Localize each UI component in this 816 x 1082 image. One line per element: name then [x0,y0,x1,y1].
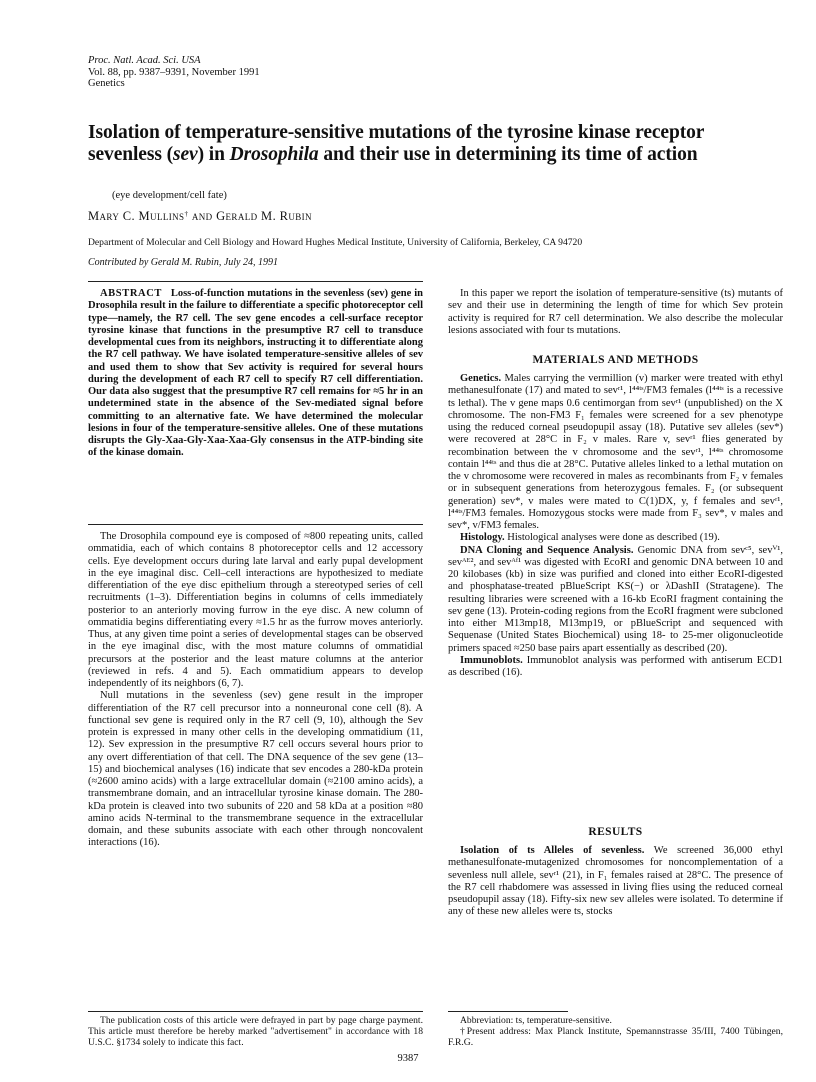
journal-name: Proc. Natl. Acad. Sci. USA [88,55,201,66]
contributed-by: Contributed by Gerald M. Rubin, July 24, 1991 [88,257,278,268]
methods-body [448,373,783,679]
author-line: Mary C. Mullins† and Gerald M. Rubin [88,209,312,223]
author-2: Gerald M. Rubin [216,209,312,223]
right-intro [448,288,783,337]
results-body [448,845,783,919]
abstract [88,288,423,460]
publication-costs-note: The publication costs of this article were defrayed in part by page charge payment. This article must therefore be hereby marked "advertisement" in accordance with 18 U.S.C. §1734 solely to indicate this fact. [88,1015,423,1048]
intro-paragraph-2: Null mutations in the sevenless (sev) gene result in the improper differentiation of the R7 cell precursor into a nonneuronal cone cell (8). A functional sev gene is required only in the R7 cell (9, 10), although the Sev protein is expressed in many other cells in the developing ommatidium (11, 12). Sev expression in the presumptive R7 cell occurs several hours prior to any overt differentiation of that cell. The DNA sequence of the sev gene (13–15) and biochemical analyses (16) indicate that sev encodes a 280-kDa protein (≈2600 amino acids) with a large extracellular domain (≈2100 amino acids), a transmembrane domain, and an intracellular tyrosine kinase domain. The 280-kDa protein is cleaved into two subunits of 220 and 58 kDa at a position ≈80 amino acids N-terminal to the transmembrane sequence in the extracellular domain, and these subunits associate with each other through noncovalent interactions (16). [88,690,423,849]
histology-paragraph: Histology. Histological analyses were done as described (19). [460,532,720,544]
abbreviation-note: Abbreviation: ts, temperature-sensitive. [460,1015,612,1026]
abstract-bottom-rule [88,524,423,525]
isolation-paragraph: Isolation of ts Alleles of sevenless. We screened 36,000 ethyl methanesulfonate-mutagenized chromosomes for noncomplementation of a sevenless null allele, sevʳ¹ (21), in F₁ females raised at 28°C. The presence of the R7 cell rhabdomere was assessed in living flies using the reduced corneal pseudopupil assay (18). Fifty-six new sev alleles were isolated. To determine if any of these new alleles were ts, stocks [448,845,784,918]
results-heading: RESULTS [588,826,643,838]
dna-paragraph: DNA Cloning and Sequence Analysis. Genomic DNA from sevᶜ⁵, sevⱽ¹, sevᴬᴱ², and sevᴬᶠ¹ was digested with EcoRI and genomic DNA between 10 and 20 kilobases (kb) in size was purified and cloned into either EcoRI-digested and phosphatase-treated pBlueScript KS(−) or λDashII (Stratagene). The resulting libraries were screened with a 16-kb EcoRI fragment containing the sev gene (13). Protein-coding regions from the EcoRI fragment were subcloned into either M13mp18, M13mp19, or pBlueScript and sequenced with Sequenase (United States Biochemical) using 18- to 25-mer oligonucleotide primers spaced ≈250 base pairs apart essentially as described (20). [448,544,783,654]
abstract-text: Loss-of-function mutations in the sevenless (sev) gene in Drosophila result in the failure to differentiate a specific photoreceptor cell type—namely, the R7 cell. The sev gene encodes a cell-surface receptor tyrosine kinase that functions in the presumptive R7 cell to transduce developmental cues from its neighbors, instructing it to differentiate along the R7 cell pathway. We have isolated temperature-sensitive alleles of sev and used them to show that Sev activity is required for several hours during the development of each R7 cell to specify R7 cell differentiation. Our data also suggest that the presumptive R7 cell remains for ≈5 hr in an undetermined state in the absence of the Sev-mediated signal before committing to an alternative fate. We have determined the molecular lesions in four of the temperature-sensitive alleles. One of these mutations disrupts the Gly-Xaa-Gly-Xaa-Xaa-Gly consensus in the ATP-binding site of the kinase domain. [88,288,423,459]
present-address-note: †Present address: Max Planck Institute, Spemannstrasse 35/III, 7400 Tübingen, F.R.G. [448,1026,783,1048]
footnote-rule-right [448,1011,568,1012]
volume-line: Vol. 88, pp. 9387–9391, November 1991 [88,66,260,78]
keywords: (eye development/cell fate) [112,190,227,201]
abstract-top-rule [88,281,423,282]
right-intro-paragraph: In this paper we report the isolation of temperature-sensitive (ts) mutants of sev and their use in determining the length of time for which Sev protein activity is required for R7 cell determination. We also describe the molecular lesions associated with four ts mutations. [448,288,783,336]
abstract-label: ABSTRACT [100,288,162,299]
immunoblots-paragraph: Immunoblots. Immunoblot analysis was performed with antiserum ECD1 as described (16). [448,654,783,678]
footnote-rule-left [88,1011,423,1012]
page-number: 9387 [397,1053,419,1064]
methods-heading: MATERIALS AND METHODS [532,354,699,366]
genetics-paragraph: Genetics. Males carrying the vermillion (v) marker were treated with ethyl methanesulfonate (17) and mated to sevʳ¹, l⁴⁴ᵗˢ/FM3 females (l⁴⁴ᵗˢ is a recessive ts lethal). The v gene maps 0.6 centimorgan from sevʳ¹ (unpublished) on the X chromosome. The non-FM3 F₁ females were screened for a sev phenotype using the reduced corneal pseudopupil assay (18). Putative sev alleles (sev*) were recovered at 28°C in F₂ v males. Rare v, sevʳ¹ flies generated by recombination between the v chromosome and the sevʳ¹, l⁴⁴ᵗˢ chromosome contain l⁴⁴ᵗˢ and thus die at 28°C. Putative alleles linked to a lethal mutation on the v chromosome were recovered in males as recombinants from F₂ v females or in subsequent generations from heterozygous females. F₂ (or subsequent generation) sev*, v males were mated to C(1)DX, y, f females and sevʳ¹, l⁴⁴ᵗˢ/FM3 females. Homozygous stocks were made from F₃ sev*, v males and sev*, v/FM3 females. [448,373,783,531]
journal-header [88,55,260,90]
right-footnotes [448,1015,783,1048]
section-name: Genetics [88,78,125,89]
paper-title: Isolation of temperature-sensitive mutations of the tyrosine kinase receptor sevenless (sev) in Drosophila and their use in determining its time of action [88,122,704,165]
introduction [88,531,423,850]
intro-paragraph-1: The Drosophila compound eye is composed of ≈800 repeating units, called ommatidia, each of which contains 8 photoreceptor cells and 12 accessory cells. Eye development occurs during late larval and early pupal development in the eye imaginal disc. Cell–cell interactions are hypothesized to mediate differentiation of the eye disc epithelium through a stereotyped series of cell recruitments (1–3). Differentiation begins in columns of cells immediately posterior to an anteriorly moving furrow in the eye disc. A new column of ommatidia begins differentiating every ≈1.5 hr as the furrow moves anteriorly. Thus, at any given time point a series of developmental stages can be observed in the eye imaginal disc, with the most mature columns of ommatidial precursors at the posterior and the least mature columns at the anterior (reviewed in refs. 4 and 5). Each ommatidium appears to develop independently of its neighbors (6, 7). [88,531,423,689]
author-1: Mary C. Mullins [88,209,185,223]
affiliation: Department of Molecular and Cell Biology and Howard Hughes Medical Institute, University of California, Berkeley, CA 94720 [88,237,583,248]
